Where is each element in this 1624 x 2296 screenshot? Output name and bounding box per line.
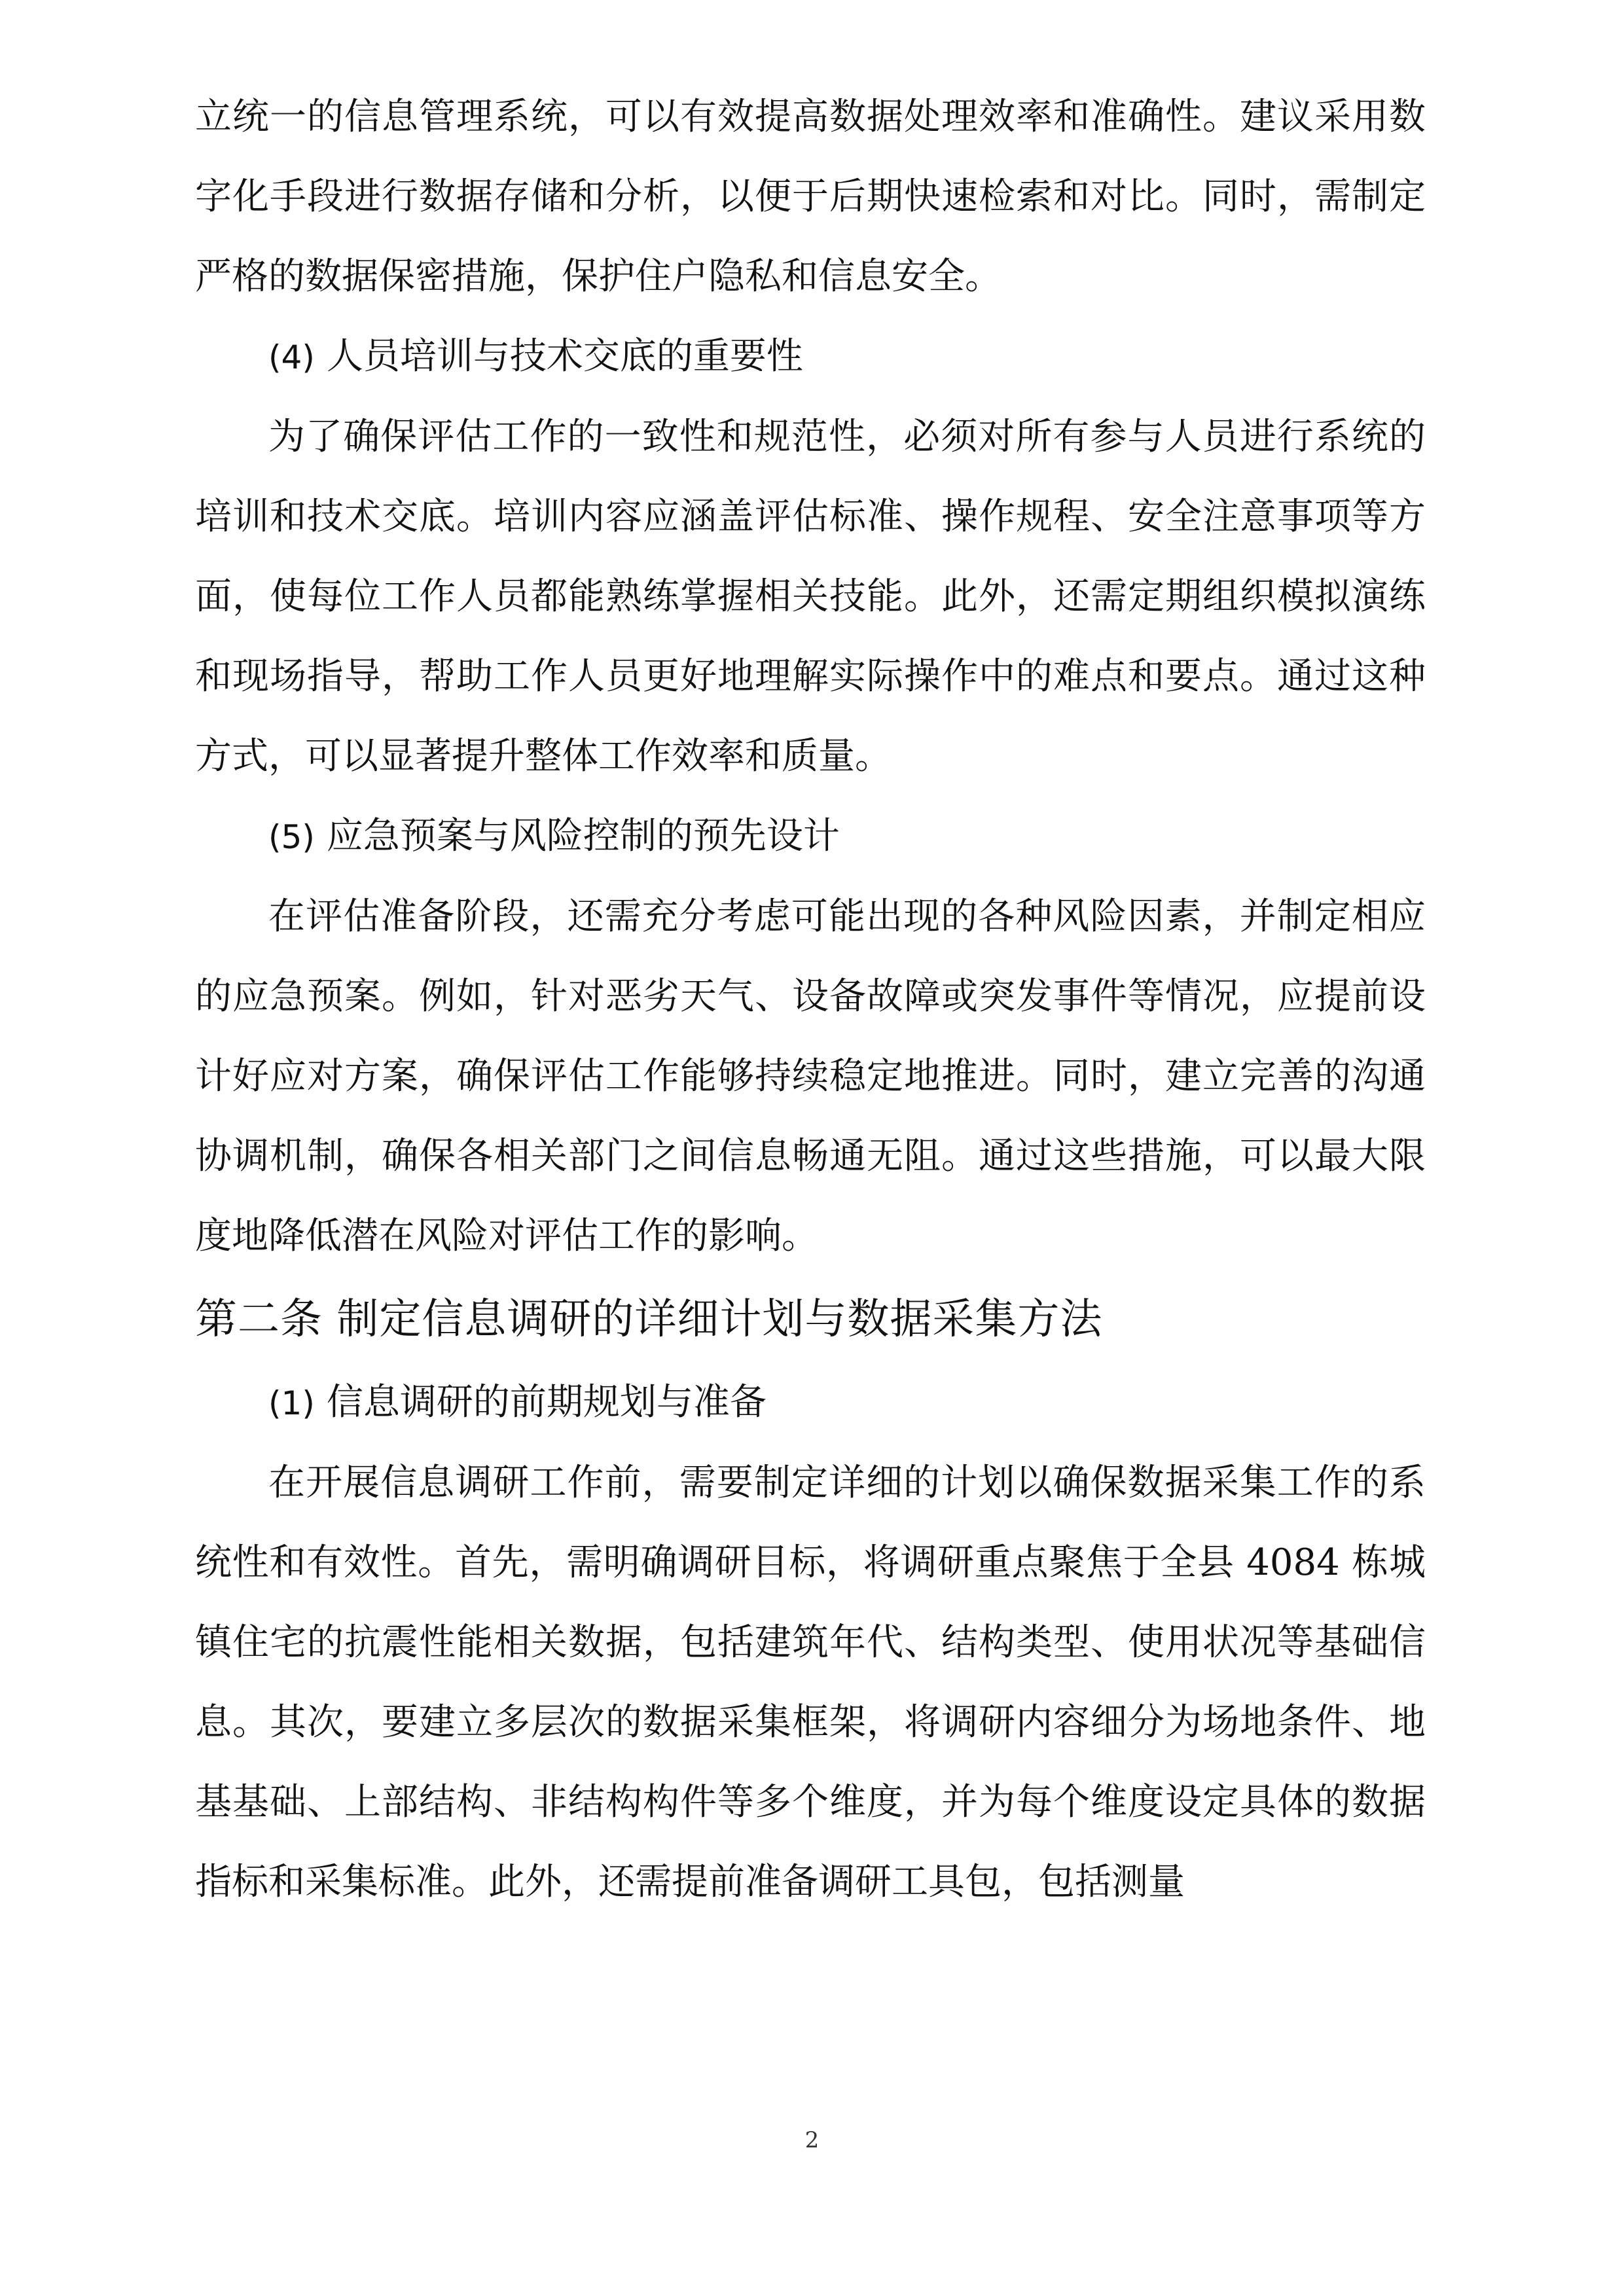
subsection-4-body: 为了确保评估工作的一致性和规范性，必须对所有参与人员进行系统的培训和技术交底。培训内容应涵盖评估标准、操作规程、安全注意事项等方面，使每位工作人员都能熟练掌握相关技能。此外，还需定期组织模拟演练和现场指导，帮助工作人员更好地理解实际操作中的难点和要点。通过这种方式，可以显著提升整体工作效率和质量。 xyxy=(195,416,1426,778)
subsection-5-body: 在评估准备阶段，还需充分考虑可能出现的各种风险因素，并制定相应的应急预案。例如，针对恶劣天气、设备故障或突发事件等情况，应提前设计好应对方案，确保评估工作能够持续稳定地推进。同时，建立完善的沟通协调机制，确保各相关部门之间信息畅通无阻。通过这些措施，可以最大限度地降低潜在风险对评估工作的影响。 xyxy=(195,895,1426,1257)
page-content xyxy=(195,77,1426,1922)
page-number: 2 xyxy=(804,2127,820,2153)
subsection-1-number: (1) xyxy=(268,1384,315,1422)
subsection-5-number: (5) xyxy=(268,818,315,856)
subsection-4-title xyxy=(195,317,1426,397)
subsection-5-title xyxy=(195,797,1426,877)
subsection-4-title-text: 人员培训与技术交底的重要性 xyxy=(326,335,803,378)
subsection-5-title-text: 应急预案与风险控制的预先设计 xyxy=(326,815,840,857)
subsection-1-body: 在开展信息调研工作前，需要制定详细的计划以确保数据采集工作的系统性和有效性。首先，需明确调研目标，将调研重点聚焦于全县 4084 栋城镇住宅的抗震性能相关数据，包括建筑年代、结构类型、使用状况等基础信息。其次，要建立多层次的数据采集框架，将调研内容细分为场地条件、地基基础、上部结构、非结构构件等多个维度，并为每个维度设定具体的数据指标和采集标准。此外，还需提前准备调研工具包，包括测量 xyxy=(195,1462,1426,1903)
article-heading: 第二条 制定信息调研的详细计划与数据采集方法 xyxy=(195,1295,1103,1344)
subsection-1-title xyxy=(195,1363,1426,1443)
continued-paragraph: 立统一的信息管理系统，可以有效提高数据处理效率和准确性。建议采用数字化手段进行数据存储和分析，以便于后期快速检索和对比。同时，需制定严格的数据保密措施，保护住户隐私和信息安全。 xyxy=(195,96,1426,298)
subsection-4-number: (4) xyxy=(268,338,315,376)
subsection-1-title-text: 信息调研的前期规划与准备 xyxy=(326,1381,767,1424)
